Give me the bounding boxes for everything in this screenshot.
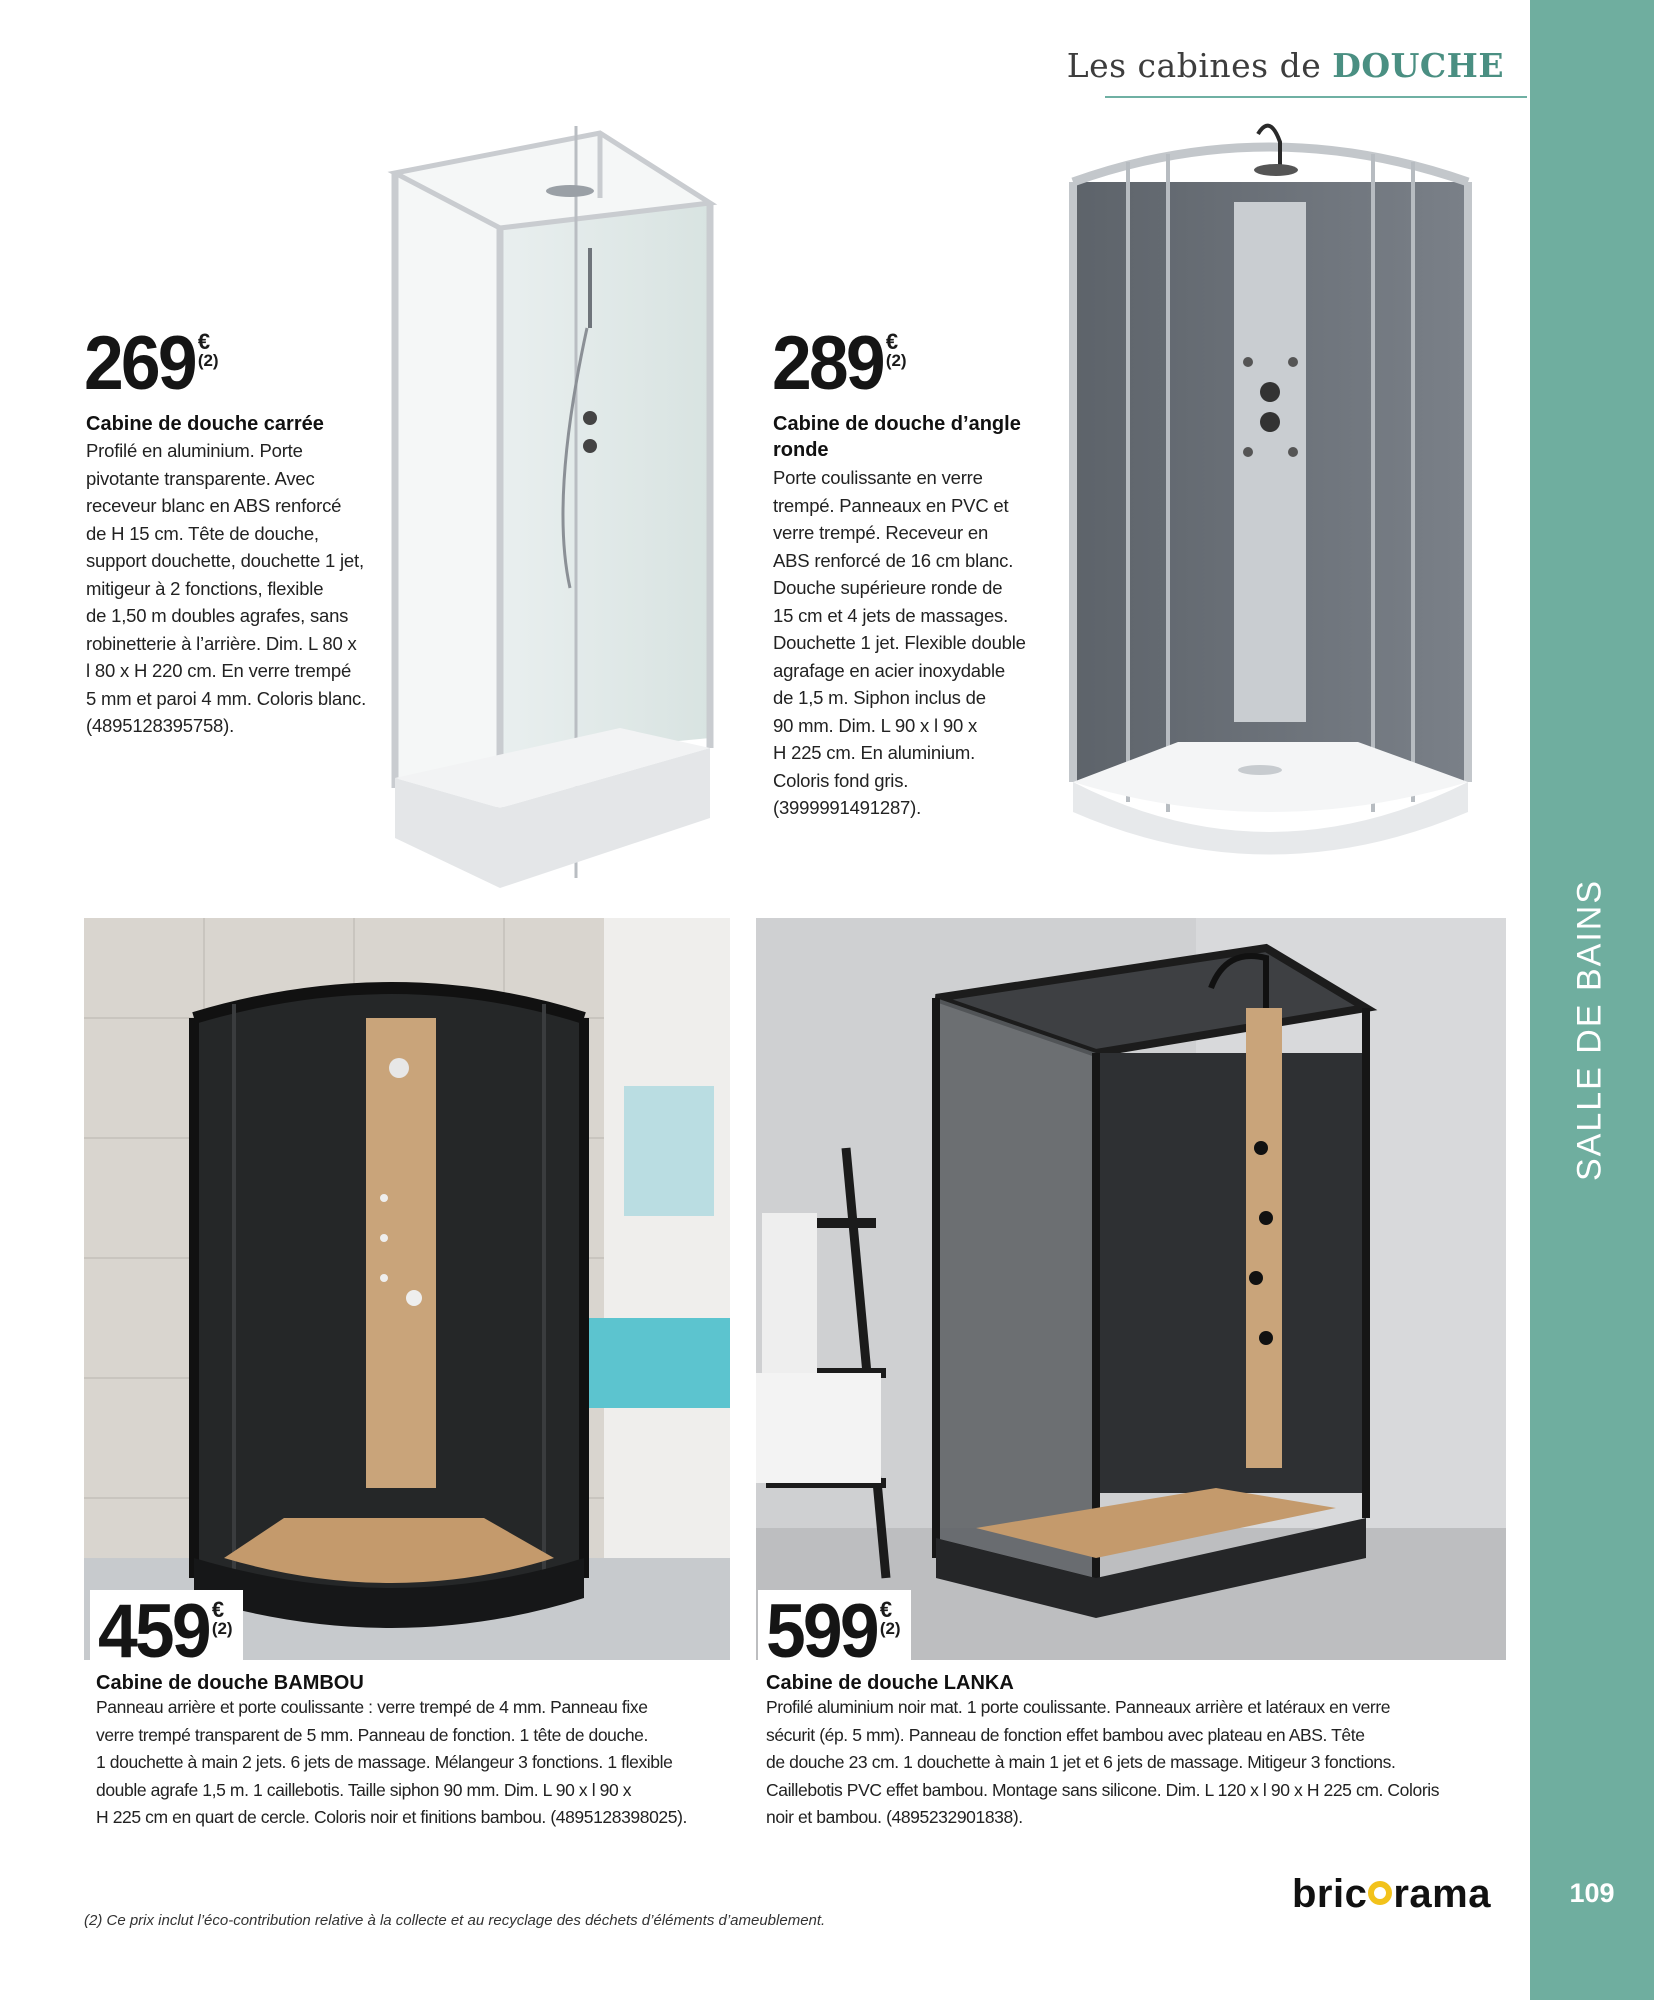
brand-logo-part2: rama — [1393, 1872, 1491, 1916]
description-line: Profilé en aluminium. Porte — [86, 440, 303, 461]
product-photo-lanka — [756, 918, 1506, 1660]
description-line: de 1,50 m doubles agrafes, sans — [86, 605, 349, 626]
product-title-line: Cabine de douche d’angle — [773, 413, 1021, 435]
description-line: (4895128395758). — [86, 715, 235, 736]
header-title-prefix: Les cabines de — [1066, 46, 1333, 85]
description-line: robinetterie à l’arrière. Dim. L 80 x — [86, 632, 357, 654]
product-description — [96, 1694, 736, 1832]
price-tag-product-1 — [84, 321, 219, 406]
brand-logo — [1292, 1872, 1491, 1917]
price-currency: € — [885, 329, 899, 354]
section-label: SALLE DE BAINS — [1570, 878, 1609, 1182]
description-line: Douchette 1 jet. Flexible double — [773, 632, 1026, 653]
product-title: Cabine de douche LANKA — [766, 1672, 1014, 1694]
description-line: support douchette, douchette 1 jet, — [86, 550, 364, 571]
page-number: 109 — [1569, 1878, 1615, 1908]
product-title-line: ronde — [773, 439, 829, 461]
description-line: noir et bambou. (4895232901838). — [766, 1807, 1023, 1827]
description-line: agrafage en acier inoxydable — [773, 659, 1005, 681]
brand-dot-icon — [1368, 1881, 1392, 1905]
description-line: Douche supérieure ronde de — [773, 577, 1003, 598]
price-currency: € — [197, 329, 211, 354]
price-value: 599 — [766, 1589, 877, 1674]
description-line: de H 15 cm. Tête de douche, — [86, 522, 319, 544]
description-line: Coloris fond gris. — [773, 769, 909, 791]
price-footnote: (2) Ce prix inclut l’éco-contribution relative à la collecte et au recyclage des déchets d’éléments d’ameublement. — [84, 1912, 826, 1929]
price-footnote-ref: (2) — [211, 1619, 233, 1638]
product-title: Cabine de douche carrée — [86, 413, 324, 435]
description-line: l 80 x H 220 cm. En verre trempé — [86, 660, 352, 681]
price-footnote-ref: (2) — [885, 351, 907, 370]
product-description — [773, 464, 1073, 822]
header-divider — [1105, 96, 1527, 98]
description-line: double agrafe 1,5 m. 1 caillebotis. Taille siphon 90 mm. Dim. L 90 x l 90 x — [96, 1779, 632, 1800]
price-value: 269 — [84, 321, 195, 406]
description-line: Caillebotis PVC effet bambou. Montage sans silicone. Dim. L 120 x l 90 x H 225 cm. Coloris — [766, 1779, 1440, 1800]
description-line: sécurit (ép. 5 mm). Panneau de fonction effet bambou avec plateau en ABS. Tête — [766, 1724, 1365, 1745]
description-line: H 225 cm. En aluminium. — [773, 742, 976, 763]
description-line: Profilé aluminium noir mat. 1 porte coulissante. Panneaux arrière et latéraux en verre — [766, 1697, 1391, 1717]
product-description — [766, 1694, 1506, 1832]
description-line: (3999991491287). — [773, 797, 922, 818]
header-title-emphasis: DOUCHE — [1332, 46, 1504, 85]
price-currency: € — [211, 1597, 225, 1622]
product-title: Cabine de douche BAMBOU — [96, 1672, 364, 1694]
brand-logo-part1: bric — [1292, 1872, 1368, 1916]
price-tag-product-3 — [90, 1590, 243, 1672]
description-line: 5 mm et paroi 4 mm. Coloris blanc. — [86, 687, 367, 709]
description-line: mitigeur à 2 fonctions, flexible — [86, 577, 324, 599]
description-line: pivotante transparente. Avec — [86, 467, 315, 489]
description-line: H 225 cm en quart de cercle. Coloris noir et finitions bambou. (4895128398025). — [96, 1807, 687, 1827]
description-line: ABS renforcé de 16 cm blanc. — [773, 549, 1014, 571]
price-footnote-ref: (2) — [879, 1619, 901, 1638]
product-photo-bambou — [84, 918, 730, 1660]
price-tag-product-4 — [758, 1590, 911, 1672]
product-description — [86, 437, 406, 740]
description-line: verre trempé transparent de 5 mm. Panneau de fonction. 1 tête de douche. — [96, 1724, 648, 1745]
price-tag-product-2 — [772, 321, 907, 406]
product-image-square-cabin — [380, 118, 740, 888]
description-line: receveur blanc en ABS renforcé — [86, 495, 342, 516]
description-line: trempé. Panneaux en PVC et — [773, 494, 1009, 516]
description-line: 90 mm. Dim. L 90 x l 90 x — [773, 714, 978, 736]
description-line: de 1,5 m. Siphon inclus de — [773, 687, 986, 708]
description-line: Porte coulissante en verre — [773, 467, 983, 488]
description-line: 15 cm et 4 jets de massages. — [773, 604, 1009, 626]
description-line: de douche 23 cm. 1 douchette à main 1 jet et 6 jets de massage. Mitigeur 3 fonctions. — [766, 1752, 1396, 1772]
product-image-round-corner-cabin — [1058, 122, 1483, 887]
price-footnote-ref: (2) — [197, 351, 219, 370]
description-line: Panneau arrière et porte coulissante : verre trempé de 4 mm. Panneau fixe — [96, 1697, 648, 1717]
price-currency: € — [879, 1597, 893, 1622]
product-title — [773, 411, 1021, 463]
description-line: 1 douchette à main 2 jets. 6 jets de massage. Mélangeur 3 fonctions. 1 flexible — [96, 1752, 673, 1772]
description-line: verre trempé. Receveur en — [773, 522, 989, 543]
price-value: 289 — [772, 321, 883, 406]
page-header-title — [1067, 46, 1504, 85]
price-value: 459 — [98, 1589, 209, 1674]
